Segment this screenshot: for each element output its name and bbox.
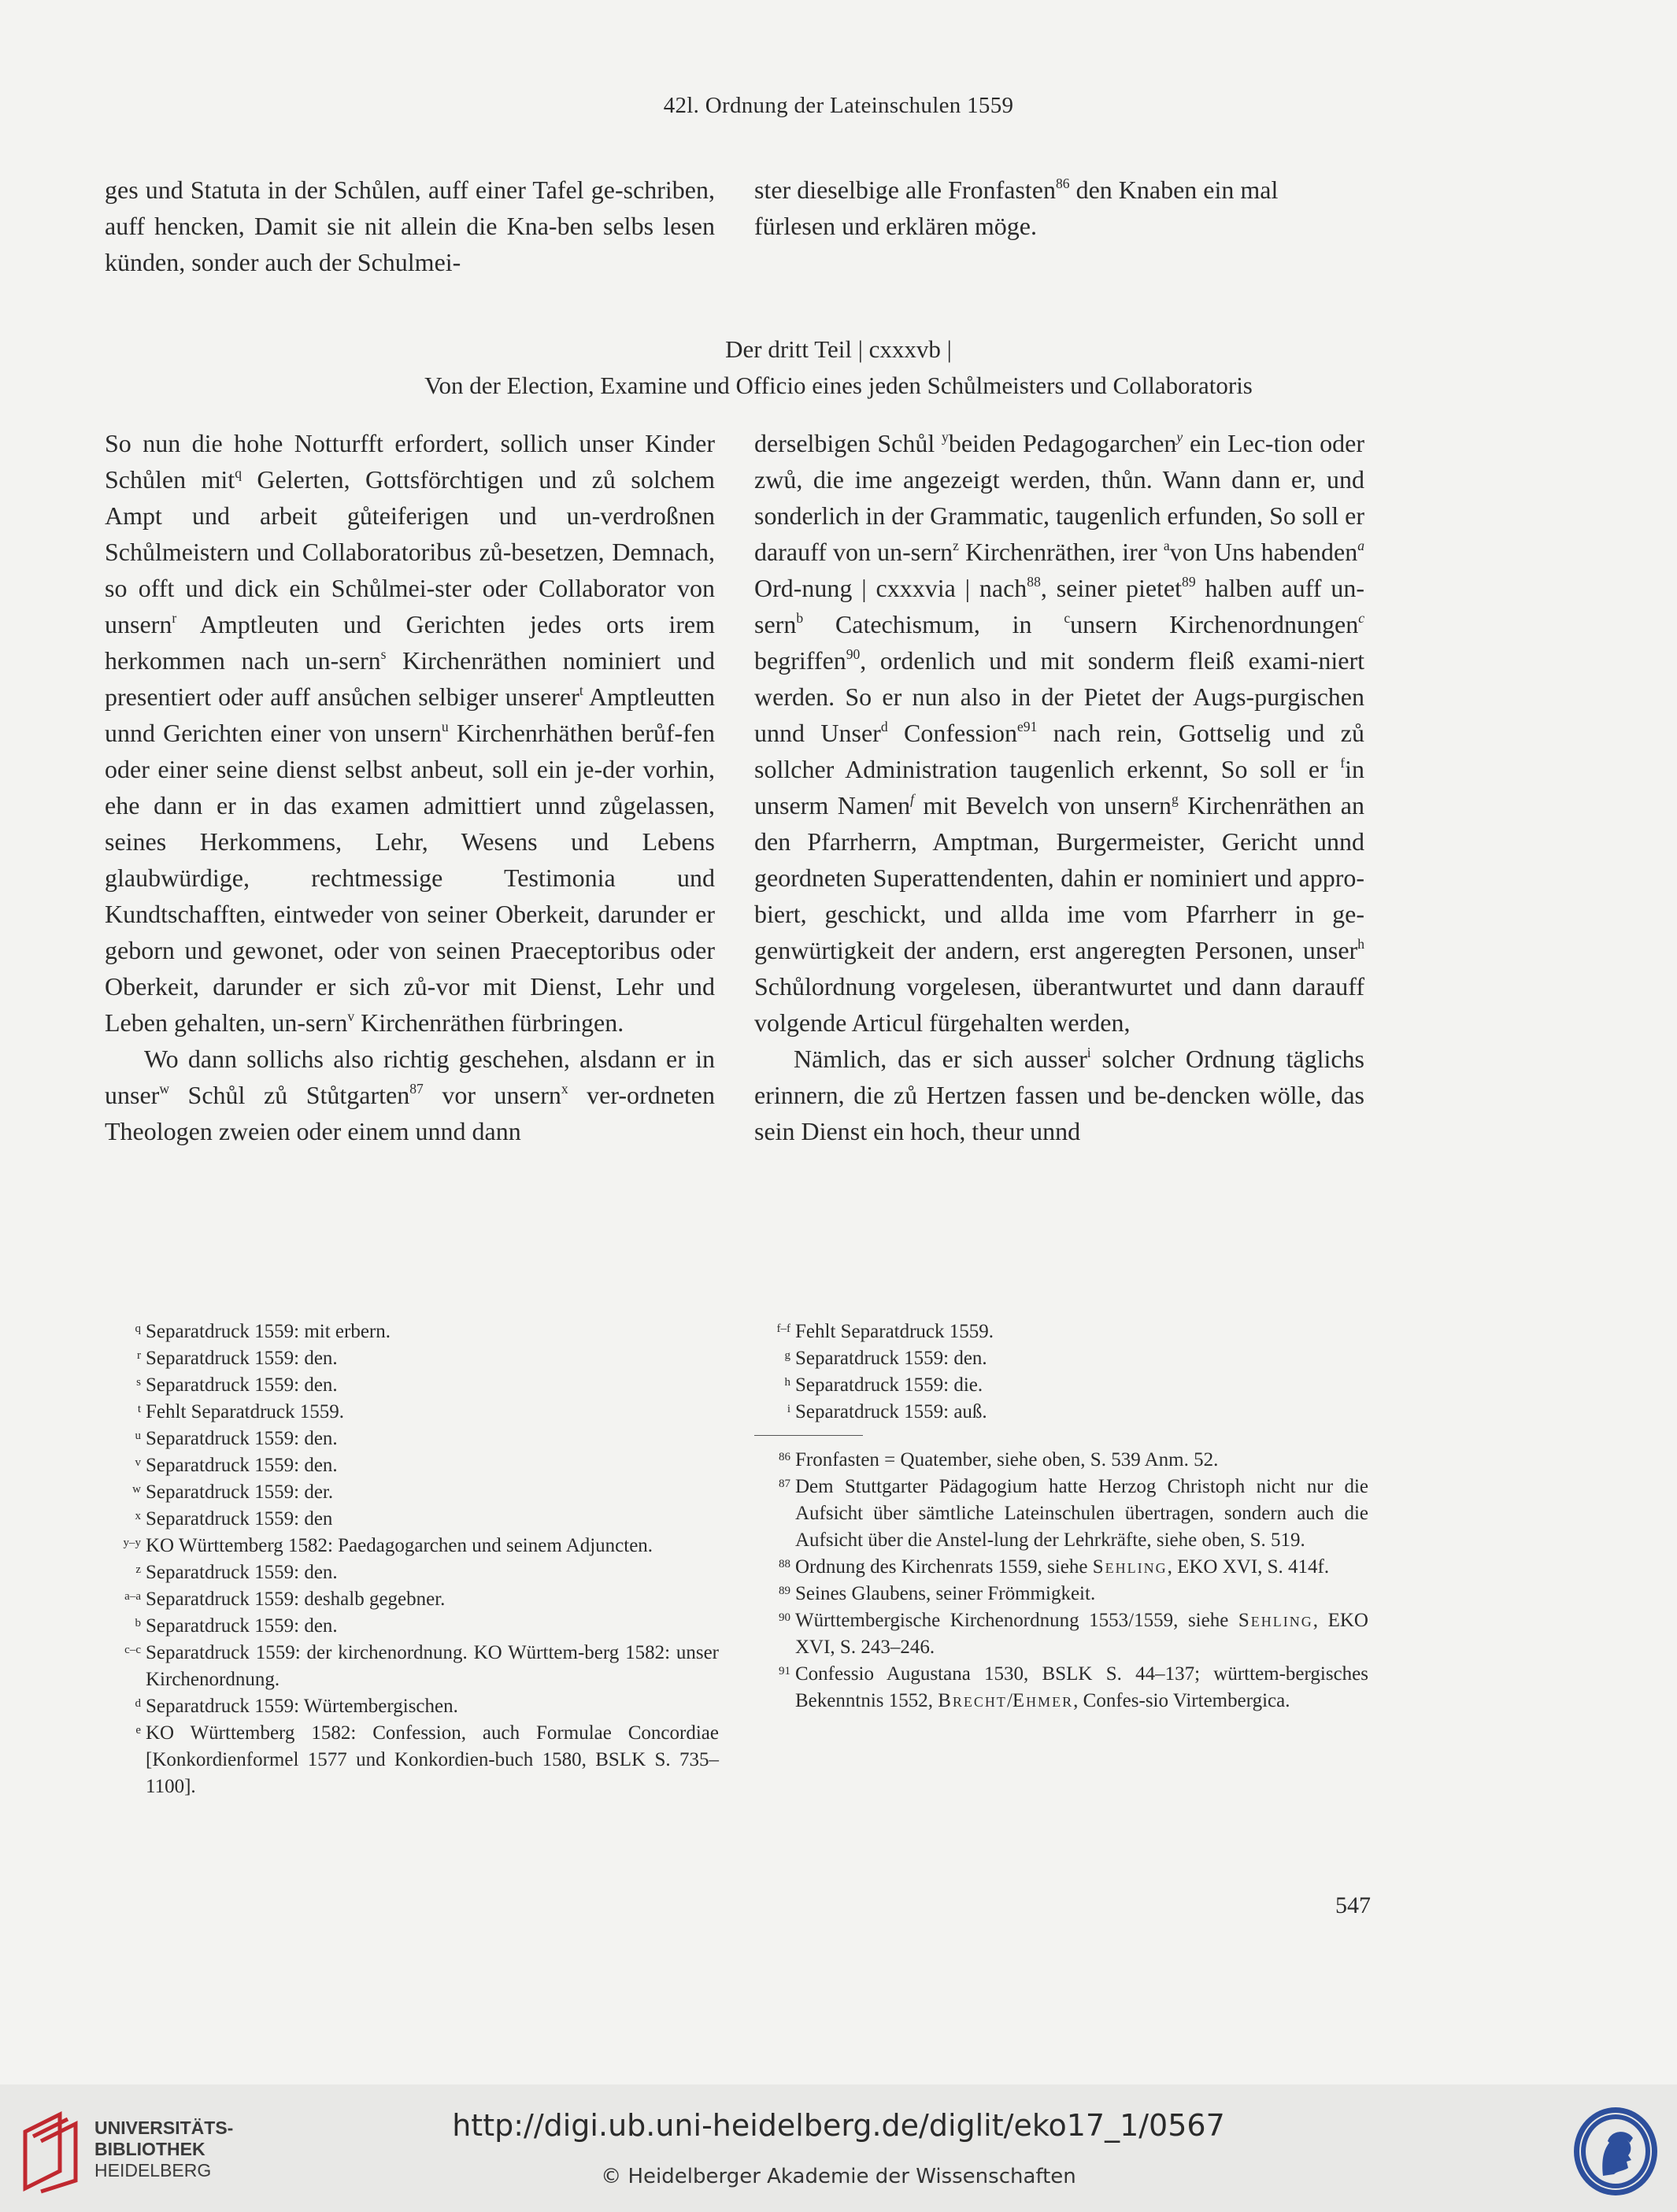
footnote [105, 1640, 719, 1693]
footnote [105, 1559, 719, 1586]
footnotes-right-letters [754, 1319, 1368, 1426]
footnote [105, 1720, 719, 1800]
top-right-paragraph: ster dieselbige alle Fronfasten$^{86}$ den Knaben ein mal fürlesen und erklären möge. [754, 175, 1279, 240]
footnote [754, 1661, 1368, 1714]
footnote-text: Separatdruck 1559: die. [795, 1374, 983, 1396]
top-left-column [105, 172, 715, 280]
body-paragraph: So nun die hohe Notturfft erfordert, sollich unser Kinder Schůlen mit$^q$ Gelerten, Gottsförchtigen und zů solchem Ampt und arbeit gůteiferigen und un-verdroßnen Schůlmeistern und Collaboratoribus zů-besetzen, Demnach, so offt und dick ein Schůlmei-ster oder Collaborator von unsern$^r$ Amptleuten und Gerichten jedes orts irem herkommen nach un-sern$^s$ Kirchenräthen nominiert und presentiert oder auff ansůchen selbiger unserer$^t$ Amptleutten unnd Gerichten einer von unsern$^u$ Kirchenrhäthen berůf-fen oder einer seine dienst selbst anbeut, soll ein je-der vorhin, ehe dann er in das examen admittiert unnd zůgelassen, seines Herkommens, Lehr, Wesens und Lebens glaubwürdige, rechtmessige Testimonia und Kundtschafften, eintweder von seiner Oberkeit, darunder er geborn und gewonet, oder von seinen Praeceptoribus oder Oberkeit, darunder er sich zů-vor mit Dienst, Lehr und Leben gehalten, un-sern$^v$ Kirchenräthen fürbringen. [105, 429, 716, 1037]
footnote [105, 1533, 719, 1559]
copyright-notice: © Heidelberger Akademie der Wissenschaften [601, 2165, 1076, 2188]
footnote-text: KO Württemberg 1582: Confession, auch Formulae Concordiae [Konkordienformel 1577 und Konkordien-buch 1580, BSLK S. 735–1100]. [146, 1722, 719, 1797]
footnote [754, 1372, 1368, 1399]
footnote-mark: 87 [779, 1478, 790, 1490]
footnote-text: Fronfasten = Quatember, siehe oben, S. 539 Anm. 52. [795, 1449, 1219, 1470]
footnote [105, 1372, 719, 1399]
footnotes-right [754, 1319, 1368, 1714]
running-head: 42l. Ordnung der Lateinschulen 1559 [663, 93, 1014, 118]
footnote [105, 1426, 719, 1452]
footnote-text: KO Württemberg 1582: Paedagogarchen und seinem Adjuncten. [146, 1535, 653, 1556]
footnote [754, 1345, 1368, 1372]
footnote-text: Separatdruck 1559: deshalb gegebner. [146, 1589, 446, 1610]
footnote-text: Separatdruck 1559: den. [146, 1455, 338, 1476]
footnote-mark: 91 [779, 1665, 790, 1677]
footnote [105, 1452, 719, 1479]
footnote-text: Württembergische Kirchenordnung 1553/1559, siehe Sehling, EKO XVI, S. 243–246. [795, 1610, 1368, 1658]
footnote-text: Separatdruck 1559: auß. [795, 1401, 987, 1422]
body-paragraph: derselbigen Schůl $^y$beiden Pedagogarchen$^y$ ein Lec-tion oder zwů, die ime angezeigt werden, thůn. Wann dann er, und sonderlich in der Grammatic, taugenlich erfunden, So soll er darauff von un-sern$^z$ Kirchenräthen, irer $^a$von Uns habenden$^a$ Ord-nung | cxxxvia | nach$^{88}$, seiner pietet$^{89}$ halben auff un-sern$^b$ Catechismum, in $^c$unsern Kirchenordnungen$^c$ begriffen$^{90}$, ordenlich und mit sonderm fleiß exami-niert werden. So er nun also in der Pietet der Augs-purgischen unnd Unser$^d$ Confession$^{e91}$ nach rein, Gottselig und zů sollcher Administration taugenlich erkennt, So soll er $^f$in unserm Namen$^f$ mit Bevelch von unsern$^g$ Kirchenräthen an den Pfarrherrn, Amptman, Burgermeister, Gericht unnd geordneten Superattendenten, dahin er nominiert und appro-biert, geschickt, und allda ime vom Pfarrherr in ge-genwürtigkeit der andern, erst angeregten Personen, unser$^h$ Schůlordnung vorgelesen, überantwurtet und dann darauff volgende Articul fürgehalten werden, [754, 428, 1365, 1037]
academy-seal-icon[interactable] [1571, 2105, 1660, 2198]
footnote-mark: t [137, 1403, 141, 1415]
footnote-text: Separatdruck 1559: den. [146, 1348, 338, 1369]
footnote [754, 1399, 1368, 1426]
footnote-mark: 86 [779, 1451, 790, 1463]
footnote-divider [754, 1435, 863, 1436]
footnote-mark: f–f [776, 1322, 790, 1335]
permalink-url[interactable]: http://digi.ub.uni-heidelberg.de/diglit/eko17_1/0567 [452, 2108, 1225, 2143]
body-left-column [105, 425, 715, 1149]
body-right-column [754, 425, 1364, 1149]
footnote-text: Separatdruck 1559: den. [795, 1348, 987, 1369]
footnote [105, 1506, 719, 1533]
footnote [754, 1447, 1368, 1474]
footnote [105, 1319, 719, 1345]
footnote-mark: s [136, 1376, 141, 1389]
footnote-mark: c–c [124, 1644, 141, 1656]
footnote-text: Separatdruck 1559: den. [146, 1562, 338, 1583]
footnote-mark: 88 [779, 1558, 790, 1570]
footnote-mark: q [135, 1322, 141, 1335]
footnote-mark: i [787, 1403, 790, 1415]
footnote-mark: d [135, 1697, 141, 1710]
section-subheading: Von der Election, Examine und Officio eines jeden Schůlmeisters und Collaboratoris [424, 372, 1253, 399]
footnote-text: Separatdruck 1559: mit erbern. [146, 1321, 391, 1342]
footnote-text: Separatdruck 1559: der. [146, 1481, 334, 1503]
footnote-mark: g [784, 1349, 790, 1362]
body-paragraph: Wo dann sollichs also richtig geschehen, alsdann er in unser$^w$ Schůl zů Stůtgarten$^{87}$ vor unsern$^x$ ver-ordneten Theologen zweien oder einem unnd dann [105, 1045, 716, 1145]
footnote-text: Separatdruck 1559: Würtembergischen. [146, 1696, 458, 1717]
section-heading: Der dritt Teil | cxxxvb | [725, 335, 952, 363]
footnotes-left [105, 1319, 719, 1800]
footnote [105, 1613, 719, 1640]
footnote [754, 1554, 1368, 1581]
footnote [754, 1319, 1368, 1345]
page-number: 547 [1335, 1892, 1371, 1918]
footnote-text: Fehlt Separatdruck 1559. [146, 1401, 345, 1422]
footnote-text: Fehlt Separatdruck 1559. [795, 1321, 994, 1342]
footnote-mark: 90 [779, 1611, 790, 1624]
footnote-mark: e [135, 1724, 141, 1737]
footnote-mark: u [135, 1430, 141, 1442]
footnote-text: Confessio Augustana 1530, BSLK S. 44–137; württem-bergisches Bekenntnis 1552, Brecht/Ehmer, Confes-sio Virtembergica. [795, 1663, 1368, 1711]
footnote-text: Separatdruck 1559: den [146, 1508, 333, 1530]
footnote-mark: x [135, 1510, 141, 1522]
footnote-text: Separatdruck 1559: den. [146, 1374, 338, 1396]
footnote [105, 1345, 719, 1372]
footnote [754, 1607, 1368, 1661]
footnote-mark: h [784, 1376, 790, 1389]
footnote-text: Separatdruck 1559: den. [146, 1428, 338, 1449]
footnote-text: Seines Glaubens, seiner Frömmigkeit. [795, 1583, 1096, 1604]
footnote-mark: b [135, 1617, 141, 1629]
footnote-text: Separatdruck 1559: den. [146, 1615, 338, 1637]
footnote-mark: r [137, 1349, 141, 1362]
logo-line-3: HEIDELBERG [94, 2160, 212, 2181]
viewer-footer [0, 2084, 1677, 2212]
footnote [105, 1399, 719, 1426]
footnotes-right-numbers [754, 1447, 1368, 1714]
footnote [105, 1586, 719, 1613]
footnote [754, 1474, 1368, 1554]
body-paragraph: Nämlich, das er sich ausser$^i$ solcher Ordnung täglichs erinnern, die zů Hertzen fassen und be-dencken wölle, das sein Dienst ein hoch, theur unnd [754, 1044, 1365, 1145]
footnote [105, 1693, 719, 1720]
top-right-column [754, 172, 1364, 244]
footnote-text: Separatdruck 1559: der kirchenordnung. KO Württem-berg 1582: unser Kirchenordnung. [146, 1642, 719, 1690]
footnote-text: Dem Stuttgarter Pädagogium hatte Herzog Christoph nicht nur die Aufsicht über sämtliche Lateinschulen übertragen, sondern auch die Aufsicht über die Anstel-lung der Lehrkräfte, siehe oben, S. 519. [795, 1476, 1368, 1551]
footnote-mark: v [135, 1456, 141, 1469]
logo-line-1: UNIVERSITÄTS- [94, 2118, 234, 2138]
footnote-mark: y–y [123, 1537, 141, 1549]
footnote-mark: 89 [779, 1585, 790, 1597]
footnote-mark: z [135, 1563, 141, 1576]
logo-line-2: BIBLIOTHEK [94, 2139, 205, 2159]
footnote-mark: w [132, 1483, 141, 1496]
footnote [105, 1479, 719, 1506]
top-left-paragraph: ges und Statuta in der Schůlen, auff einer Tafel ge-schriben, auff hencken, Damit sie nit allein die Kna-ben selbs lesen künden, sonder auch der Schulmei- [105, 176, 715, 276]
footnote-text: Ordnung des Kirchenrats 1559, siehe Sehling, EKO XVI, S. 414f. [795, 1556, 1330, 1578]
footnote [754, 1581, 1368, 1607]
footnote-mark: a–a [124, 1590, 141, 1603]
